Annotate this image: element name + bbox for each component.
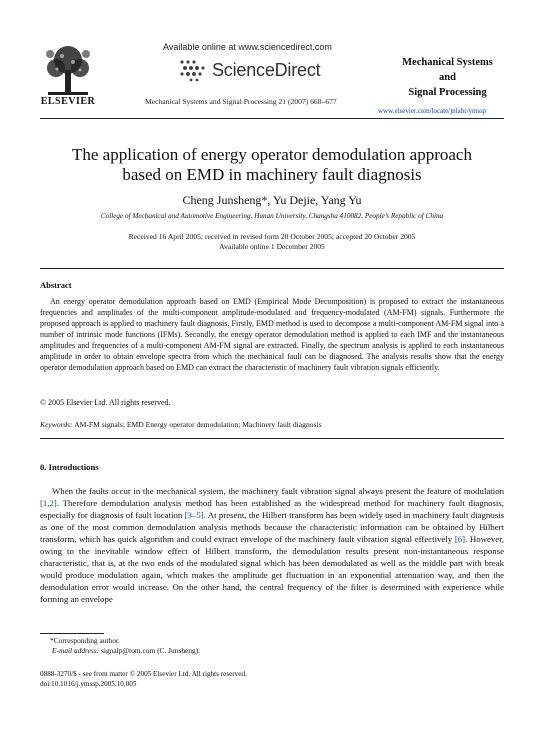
- paper-title: [40, 145, 504, 185]
- abstract-copyright: © 2005 Elsevier Ltd. All rights reserved.: [40, 398, 171, 407]
- para-text: . Therefore demodulation analysis method has been established as the widespread method for machinery fault diagnosis, especially for diagnosis of fault location: [40, 498, 504, 520]
- introduction-paragraph: [40, 485, 504, 605]
- author-list: Cheng Junsheng*, Yu Dejie, Yang Yu: [182, 193, 362, 207]
- abstract-text: An energy operator demodulation approach based on EMD (Empirical Mode Decomposition) is proposed to extract the instantaneous frequencies and amplitudes of the multi-component amplitude-modulated and frequency-modulated (AM-FM) signals. Furthermore the proposed approach is applied to machinery fault diagnosis. Firstly, EMD method is used to decompose a multi-component AM-FM signal into a number of intrinsic mode functions (IFMs). Secondly, the energy operator demodulation method is applied to each IMF and the instantaneous amplitudes and frequencies of a multi-component AM-FM signal are extracted. Finally, the spectrum analysis is applied to each instantaneous amplitude in order to obtain envelope spectra from which the mechanical fault can be diagnosed. The analysis results show that the energy operator demodulation approach based on EMD can extract the characteristic of machinery fault vibration signals efficiently.: [40, 297, 504, 372]
- email-label: E-mail address:: [52, 646, 100, 655]
- para-text: When the faults occur in the mechanical system, the machinery fault vibration signal always present the feature of modulation: [52, 486, 504, 496]
- title-line2: based on EMD in machinery fault diagnosis: [122, 165, 422, 184]
- journal-url-link[interactable]: www.elsevier.com/locate/jnlabr/ymssp: [378, 107, 487, 115]
- keywords-label: Keywords:: [40, 420, 73, 429]
- abstract-bottom-divider: [40, 438, 504, 439]
- journal-name-line2: and: [439, 72, 456, 83]
- article-dates: [40, 232, 504, 252]
- para-text: . At present, the Hilbert transform has been widely used in machinery fault diagnosis as one of the most common demodulation analysis methods because the characteristic information can be obtained by Hilbert transform, which has quick algorithm and could extract envelope of the machinery fault vibration signal effectively: [40, 510, 504, 544]
- title-line1: The application of energy operator demodulation approach: [72, 145, 472, 164]
- email-note: [52, 646, 200, 655]
- sciencedirect-dots-icon: [178, 58, 208, 82]
- publisher-name: ELSEVIER: [40, 96, 96, 107]
- keywords-list: AM-FM signals; EMD Energy operator demodulation; Machinery fault diagnosis: [74, 420, 322, 429]
- available-online-text: Available online at www.sciencedirect.com: [163, 42, 332, 52]
- issn-line: 0888-3270/$ - see front matter © 2005 Elsevier Ltd. All rights reserved.: [40, 670, 247, 678]
- doi-line[interactable]: doi:10.1016/j.ymssp.2005.10.005: [40, 680, 137, 688]
- abstract-heading: Abstract: [40, 280, 72, 290]
- keywords: [40, 420, 504, 429]
- citation-link[interactable]: [3–5]: [184, 510, 204, 520]
- citation-link[interactable]: [6]: [454, 534, 466, 544]
- footnote-divider: [40, 633, 104, 634]
- journal-name: [395, 55, 500, 100]
- para-text: . However, owing to the inevitable window effect of Hilbert transform, the demodulation results present non-instantaneous response characteristic, that is, at the two ends of the modulated signal which has been demodulated as well as the middle part with break would produce modulation again, which makes the amplitude get fluctuation in an exponential attenuation way, and then the demodulation error would increase. On the other hand, the central frequency of the filter is determined with experience while forming an envelope: [40, 534, 504, 604]
- journal-citation: Mechanical Systems and Signal Processing 21 (2007) 668–677: [145, 97, 337, 106]
- citation-link[interactable]: [1,2]: [40, 498, 57, 508]
- section-heading: 0. Introductions: [40, 462, 99, 472]
- received-dates: Received 16 April 2005; received in revised form 20 October 2005; accepted 20 October 2005: [128, 232, 416, 241]
- journal-name-line3: Signal Processing: [408, 87, 487, 98]
- available-date: Available online 1 December 2005: [219, 242, 325, 251]
- abstract-top-divider: [40, 268, 504, 269]
- sciencedirect-logo-text: ScienceDirect: [212, 60, 321, 80]
- affiliation: College of Mechanical and Automotive Engineering, Hunan University, Changsha 410082, People’s Republic of China: [100, 212, 444, 220]
- email-address[interactable]: signalp@tom.com (C. Junsheng).: [101, 646, 200, 655]
- journal-name-line1: Mechanical Systems: [402, 57, 493, 68]
- corresponding-author-note: *Corresponding author.: [50, 636, 120, 645]
- header-divider: [40, 118, 504, 119]
- elsevier-tree-logo: [40, 42, 96, 104]
